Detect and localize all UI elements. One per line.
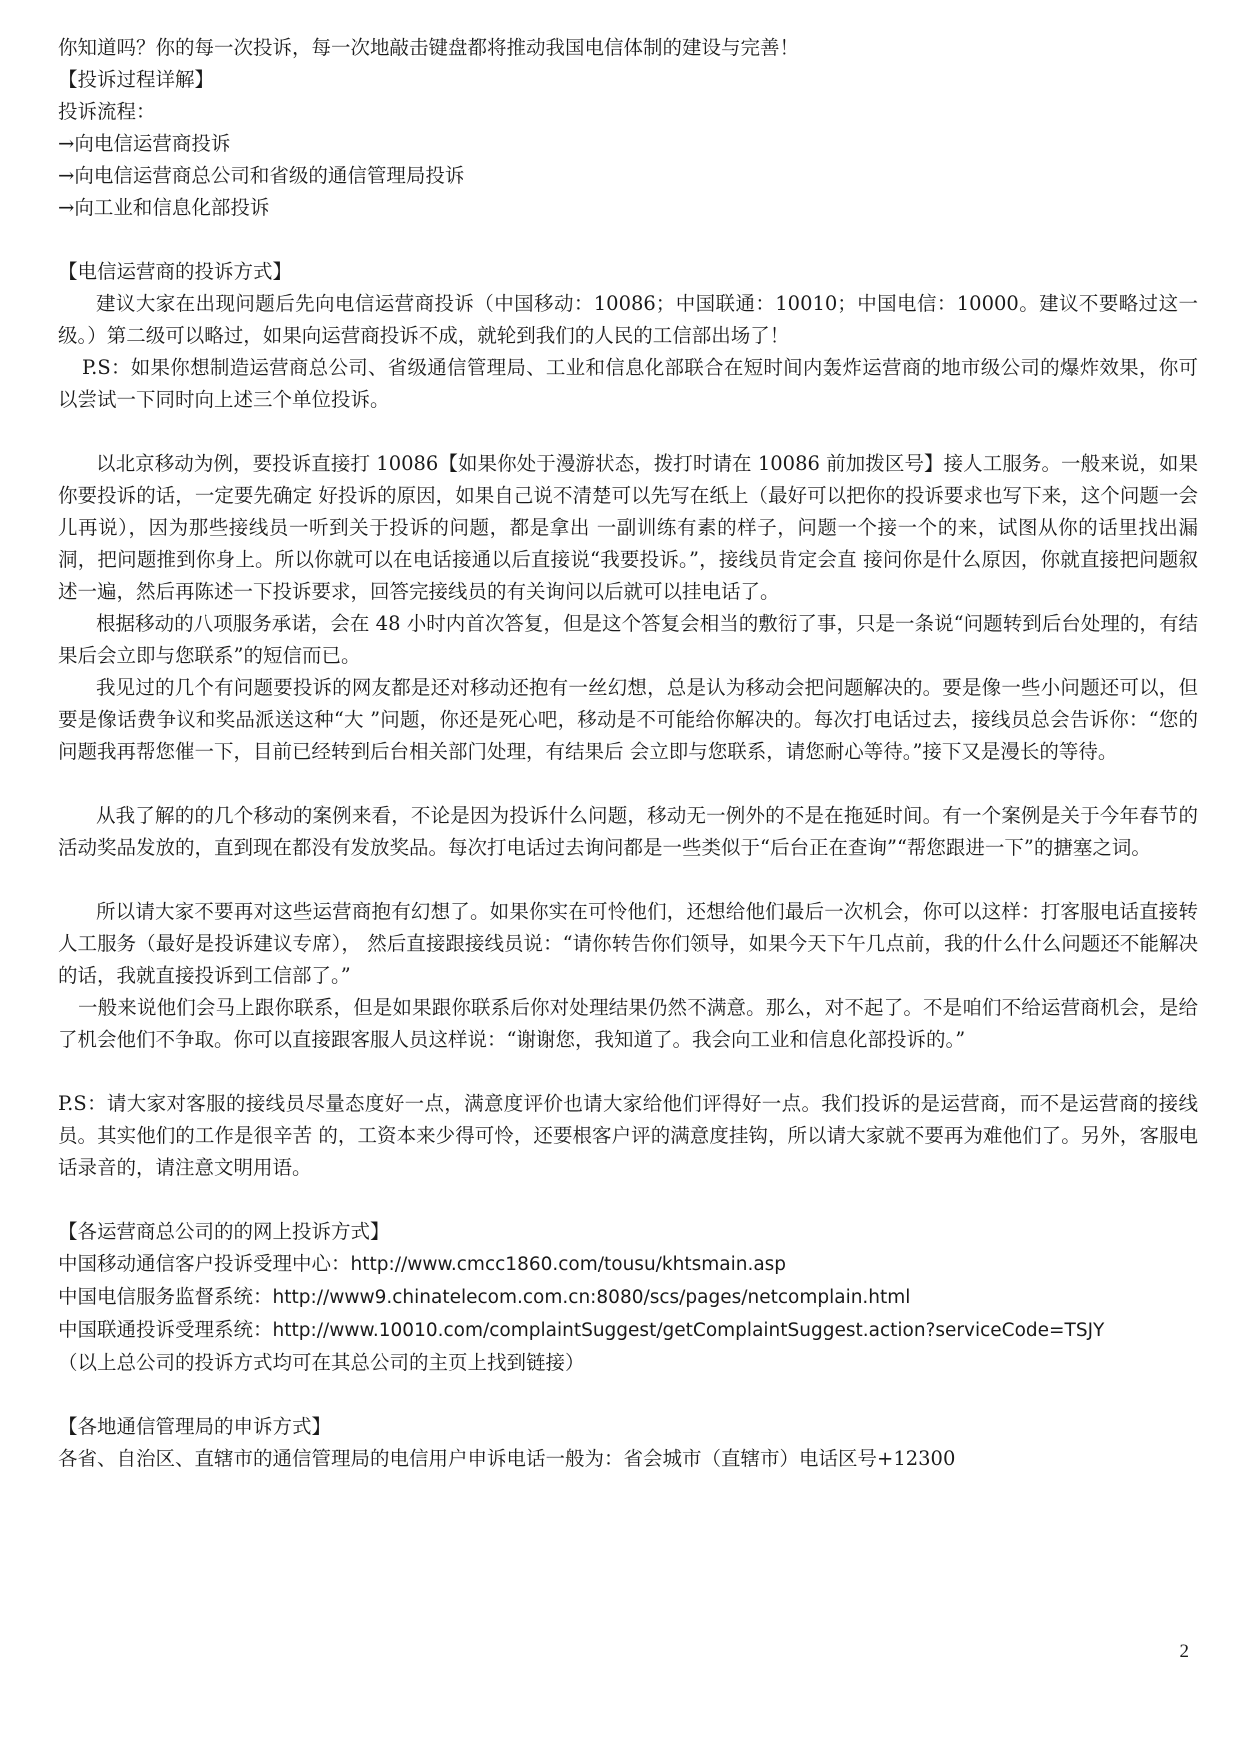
online-item-label: 中国联通投诉受理系统：	[58, 1318, 273, 1341]
online-item-url[interactable]: http://www.cmcc1860.com/tousu/khtsmain.asp	[350, 1254, 787, 1275]
process-heading: 【投诉过程详解】	[58, 68, 215, 91]
online-note: （以上总公司的投诉方式均可在其总公司的主页上找到链接）	[58, 1351, 585, 1374]
experience-paragraph: 我见过的几个有问题要投诉的网友都是还对移动还抱有一丝幻想，总是认为移动会把问题解决的。要是像一些小问题还可以，但要是像话费争议和奖品派送这种“大 ”问题，你还是死心吧，移动是不可能给你解决的。每次打电话过去，接线员总会告诉你：“您的问题我再帮您催一下，目前已经转到后台相关部门处理，有结果后 会立即与您联系，请您耐心等待。”接下又是漫长的等待。	[58, 676, 1198, 763]
online-heading: 【各运营商总公司的的网上投诉方式】	[58, 1220, 390, 1243]
spacer	[58, 1056, 1198, 1088]
followup-paragraph: 一般来说他们会马上跟你联系，但是如果跟你联系后你对处理结果仍然不满意。那么，对不起了。不是咱们不给运营商机会，是给了机会他们不争取。你可以直接跟客服人员这样说：“谢谢您，我知道了。我会向工业和信息化部投诉的。”	[58, 996, 1198, 1051]
spacer	[58, 224, 1198, 256]
online-item-url[interactable]: http://www9.chinatelecom.com.cn:8080/scs/pages/netcomplain.html	[272, 1287, 911, 1308]
spacer	[58, 864, 1198, 896]
online-item-label: 中国移动通信客户投诉受理中心：	[58, 1252, 351, 1275]
page-number: 2	[1179, 1641, 1189, 1662]
intro-text: 你知道吗？你的每一次投诉，每一次地敲击键盘都将推动我国电信体制的建设与完善！	[58, 36, 800, 59]
process-step: →向工业和信息化部投诉	[58, 196, 270, 219]
process-step: →向电信运营商投诉	[58, 132, 231, 155]
advice-paragraph: 所以请大家不要再对这些运营商抱有幻想了。如果你实在可怜他们，还想给他们最后一次机会，你可以这样：打客服电话直接转人工服务（最好是投诉建议专席）， 然后直接跟接线员说：“请你转告你们领导，如果今天下午几点前，我的什么什么问题还不能解决的话，我就直接投诉到工信部了。”	[58, 900, 1198, 987]
process-label: 投诉流程：	[58, 100, 156, 123]
spacer	[58, 416, 1198, 448]
online-item-label: 中国电信服务监督系统：	[58, 1285, 273, 1308]
document-body	[58, 32, 1198, 1475]
online-item	[58, 1248, 1198, 1281]
bureau-text: 各省、自治区、直辖市的通信管理局的电信用户申诉电话一般为：省会城市（直辖市）电话区号+12300	[58, 1447, 956, 1470]
online-item-url[interactable]: http://www.10010.com/complaintSuggest/getComplaintSuggest.action?serviceCode=TSJY	[272, 1320, 1105, 1341]
online-item	[58, 1314, 1198, 1347]
spacer	[58, 1184, 1198, 1216]
spacer	[58, 1379, 1198, 1411]
bureau-heading: 【各地通信管理局的申诉方式】	[58, 1415, 332, 1438]
ps-paragraph: P.S：请大家对客服的接线员尽量态度好一点，满意度评价也请大家给他们评得好一点。我们投诉的是运营商，而不是运营商的接线员。其实他们的工作是很辛苦 的，工资本来少得可怜，还要根客户评的满意度挂钩，所以请大家就不要再为难他们了。另外，客服电话录音的，请注意文明用语。	[58, 1092, 1198, 1179]
response-paragraph: 根据移动的八项服务承诺，会在 48 小时内首次答复，但是这个答复会相当的敷衍了事，只是一条说“问题转到后台处理的，有结果后会立即与您联系”的短信而已。	[58, 612, 1198, 667]
process-step: →向电信运营商总公司和省级的通信管理局投诉	[58, 164, 465, 187]
beijing-paragraph: 以北京移动为例，要投诉直接打 10086【如果你处于漫游状态，拨打时请在 10086 前加拨区号】接人工服务。一般来说，如果你要投诉的话，一定要先确定 好投诉的原因，如果自己说不清楚可以先写在纸上（最好可以把你的投诉要求也写下来，这个问题一会儿再说），因为那些接线员一听到关于投诉的问题，都是拿出 一副训练有素的样子，问题一个接一个的来，试图从你的话里找出漏洞，把问题推到你身上。所以你就可以在电话接通以后直接说“我要投诉。”，接线员肯定会直 接问你是什么原因，你就直接把问题叙述一遍，然后再陈述一下投诉要求，回答完接线员的有关询问以后就可以挂电话了。	[58, 452, 1198, 603]
carrier-heading: 【电信运营商的投诉方式】	[58, 260, 293, 283]
spacer	[58, 768, 1198, 800]
carrier-ps-paragraph: P.S：如果你想制造运营商总公司、省级通信管理局、工业和信息化部联合在短时间内轰炸运营商的地市级公司的爆炸效果，你可以尝试一下同时向上述三个单位投诉。	[58, 356, 1198, 411]
cases-paragraph: 从我了解的的几个移动的案例来看，不论是因为投诉什么问题，移动无一例外的不是在拖延时间。有一个案例是关于今年春节的活动奖品发放的，直到现在都没有发放奖品。每次打电话过去询问都是一些类似于“后台正在查询”“帮您跟进一下”的搪塞之词。	[58, 804, 1198, 859]
carrier-paragraph: 建议大家在出现问题后先向电信运营商投诉（中国移动：10086；中国联通：10010；中国电信：10000。建议不要略过这一级。）第二级可以略过，如果向运营商投诉不成，就轮到我们的人民的工信部出场了！	[58, 292, 1198, 347]
online-item	[58, 1281, 1198, 1314]
